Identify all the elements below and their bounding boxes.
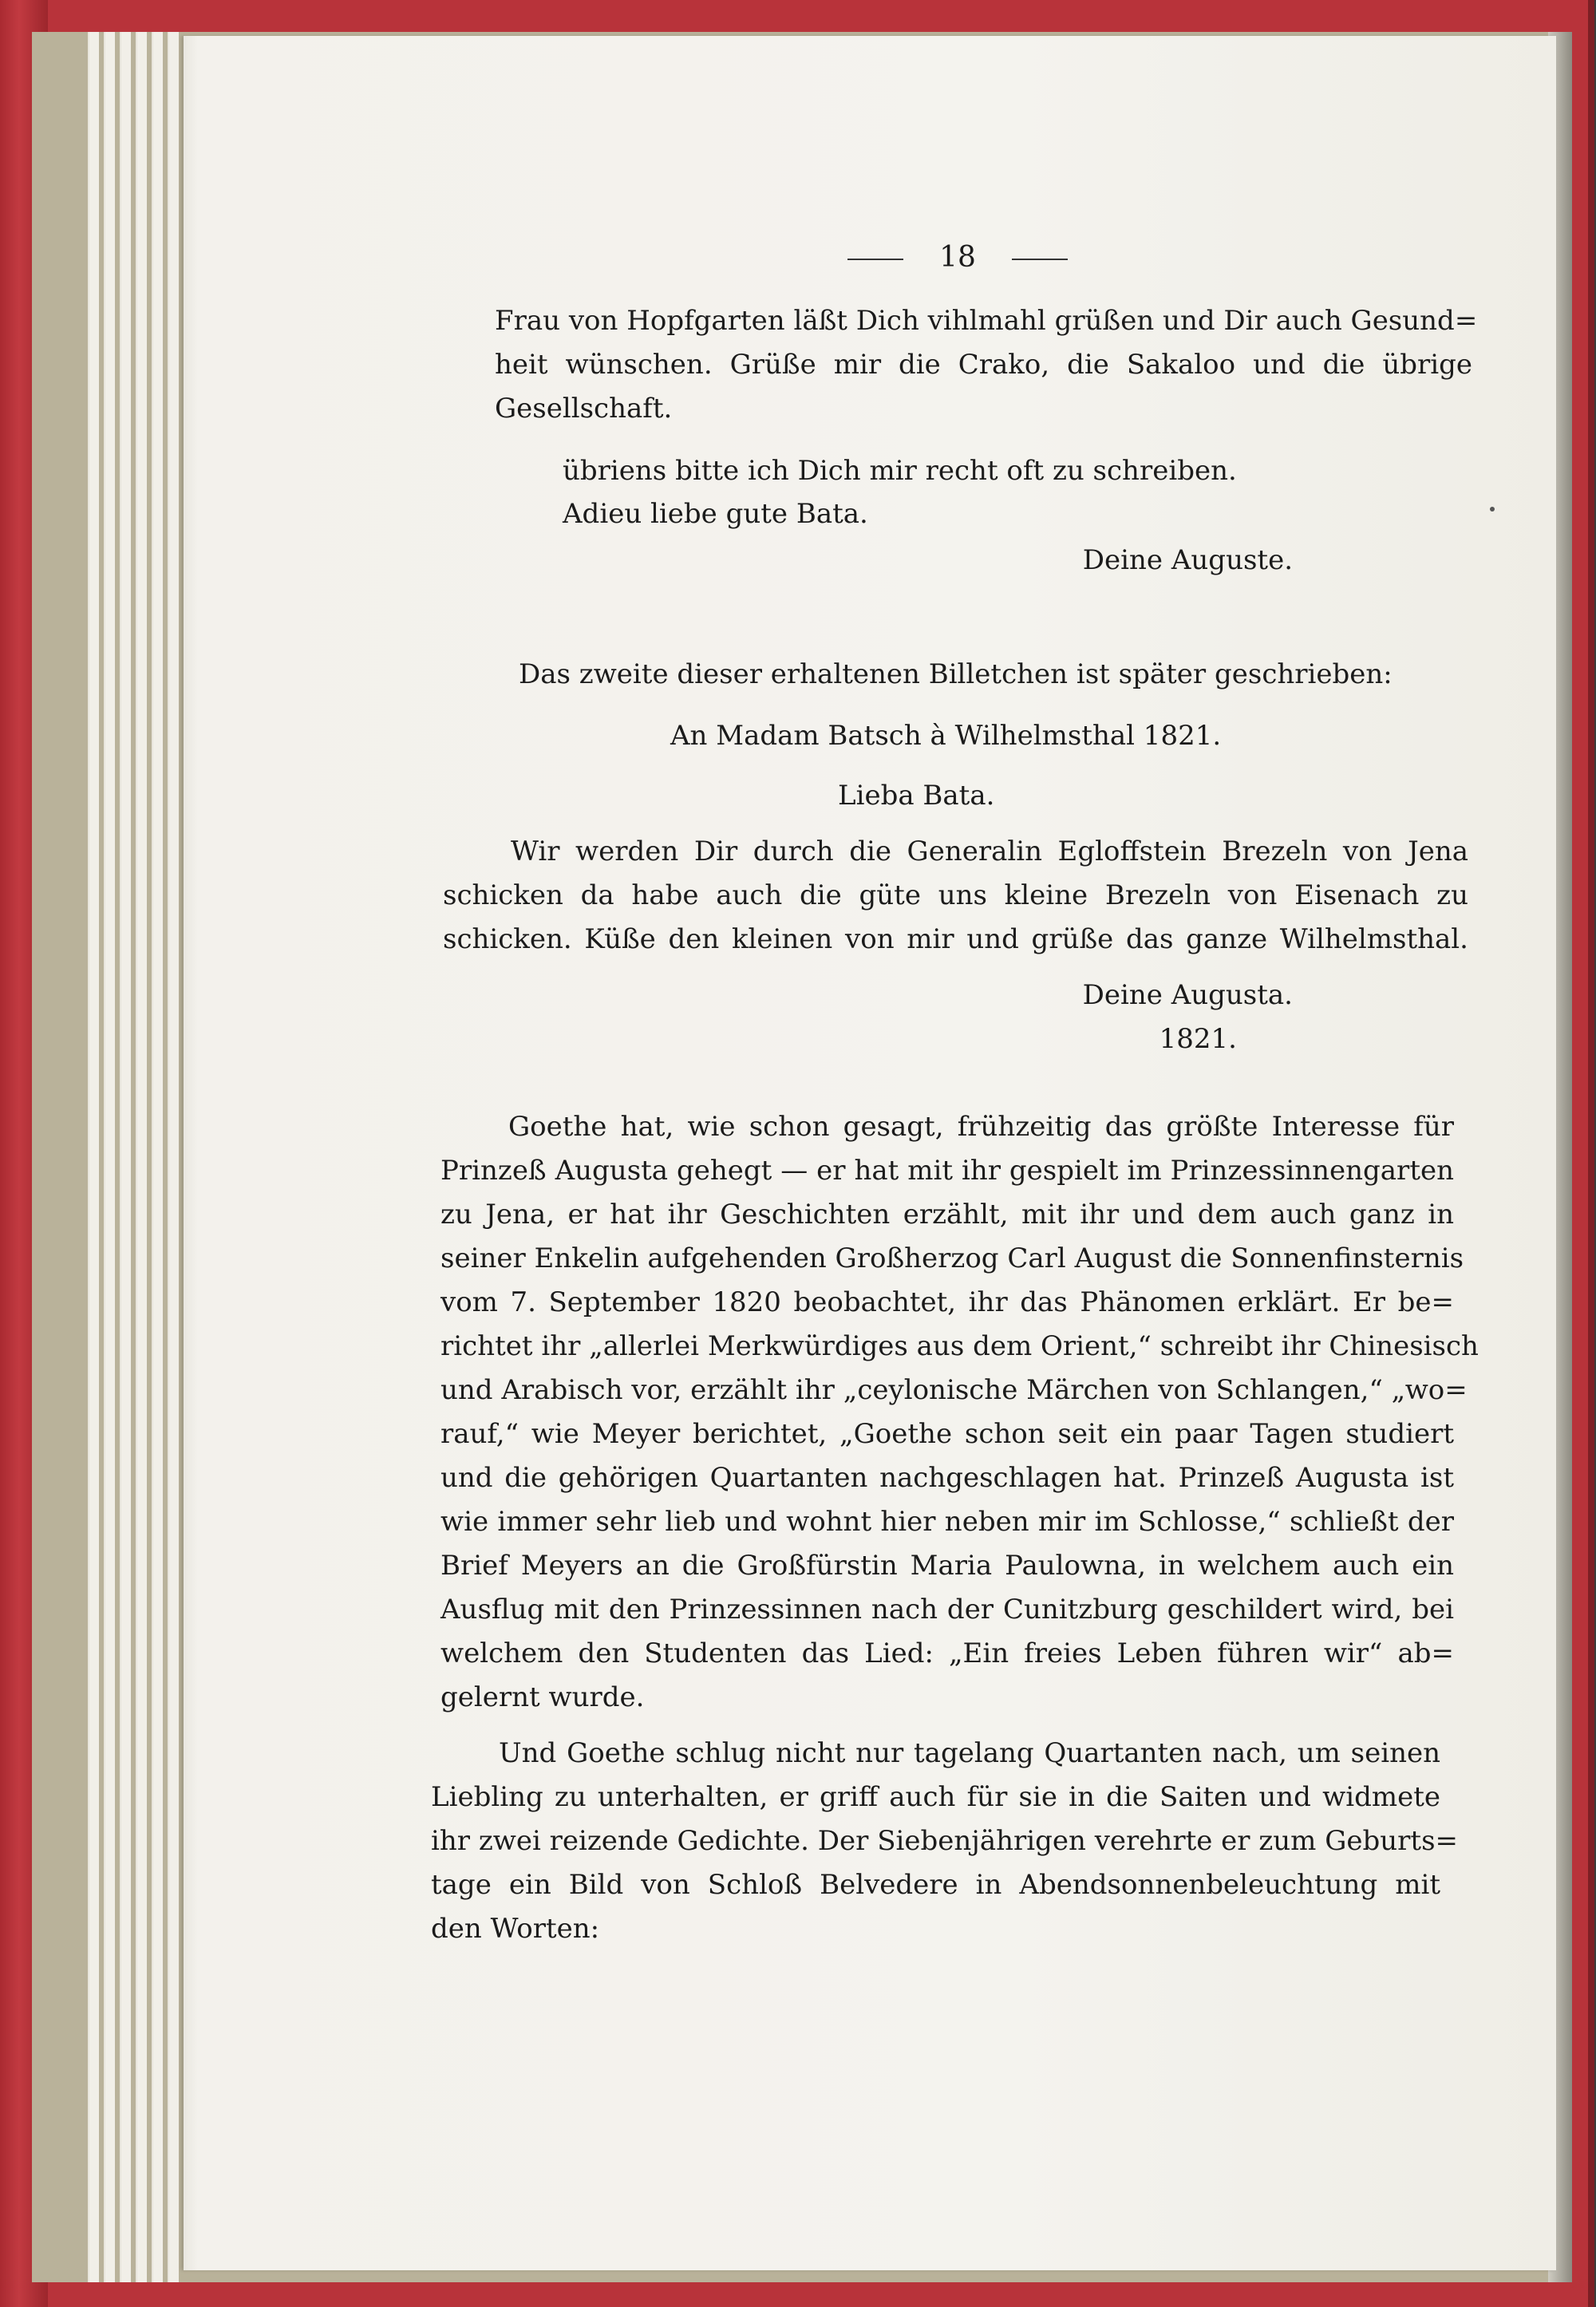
text-line: welchem den Studenten das Lied: „Ein freies Leben führen wir“ ab= (440, 1637, 1454, 1669)
text-line: Ausflug mit den Prinzessinnen nach der Cunitzburg geschildert wird, bei (440, 1594, 1454, 1626)
text-line: Goethe hat, wie schon gesagt, frühzeitig das größte Interesse für (508, 1111, 1454, 1143)
text-line: Das zweite dieser erhaltenen Billetchen ist später geschrieben: (519, 658, 1393, 690)
text-line: und die gehörigen Quartanten nachgeschlagen hat. Prinzeß Augusta ist (440, 1462, 1454, 1494)
page-header (670, 235, 1245, 279)
letter1-p3 (563, 492, 1472, 536)
letter2-body (443, 830, 1468, 962)
header-rule-left (847, 259, 903, 260)
header-rule-right (1012, 259, 1068, 260)
text-line: seiner Enkelin aufgehenden Großherzog Carl August die Sonnenfinsternis (440, 1242, 1464, 1274)
text-line: Wir werden Dir durch die Generalin Egloffstein Brezeln von Jena (511, 835, 1468, 867)
date: 1821. (1159, 1023, 1237, 1055)
text-line: ihr zwei reizende Gedichte. Der Siebenjährigen verehrte er zum Geburts= (431, 1825, 1459, 1857)
letter1-body (495, 299, 1478, 431)
body-paragraph-2 (431, 1732, 1459, 1951)
text-line: und Arabisch vor, erzählt ihr „ceylonische Märchen von Schlangen,“ „wo= (440, 1374, 1468, 1406)
text-line: rauf,“ wie Meyer berichtet, „Goethe schon seit ein paar Tagen studiert (440, 1418, 1454, 1450)
letter2-address (670, 714, 1309, 758)
signature: Deine Auguste. (1082, 544, 1293, 576)
letter2-date (958, 1017, 1237, 1061)
text-line: heit wünschen. Grüße mir die Crako, die Sakaloo und die übrige (495, 349, 1472, 381)
intro-paragraph (519, 653, 1476, 697)
text-line: gelernt wurde. (440, 1681, 645, 1713)
letter2-signature (958, 974, 1293, 1017)
signature: Deine Augusta. (1082, 979, 1293, 1011)
text-line: Brief Meyers an die Großfürstin Maria Paulowna, in welchem auch ein (440, 1550, 1454, 1582)
page-number: 18 (939, 241, 976, 274)
text-line: tage ein Bild von Schloß Belvedere in Abendsonnenbeleuchtung mit (431, 1869, 1440, 1901)
text-line: Adieu liebe gute Bata. (563, 498, 868, 530)
text-line: Und Goethe schlug nicht nur tagelang Quartanten nach, um seinen (499, 1737, 1440, 1769)
letter1-signature (958, 539, 1293, 583)
text-line: Prinzeß Augusta gehegt — er hat mit ihr gespielt im Prinzessinnengarten (440, 1155, 1454, 1187)
text-line: schicken. Küße den kleinen von mir und grüße das ganze Wilhelmsthal. (443, 923, 1468, 955)
text-line: Gesellschaft. (495, 393, 673, 425)
text-line: zu Jena, er hat ihr Geschichten erzählt, mit ihr und dem auch ganz in (440, 1199, 1454, 1231)
text-line: vom 7. September 1820 beobachtet, ihr das Phänomen erklärt. Er be= (440, 1286, 1454, 1318)
text-line: richtet ihr „allerlei Merkwürdiges aus dem Orient,“ schreibt ihr Chinesisch (440, 1330, 1479, 1362)
text-line: den Worten: (431, 1913, 600, 1945)
letter1-p2 (563, 449, 1472, 493)
text-line: schicken da habe auch die güte uns kleine Brezeln von Eisenach zu (443, 879, 1468, 911)
text-line: Lieba Bata. (838, 780, 995, 812)
text-line: An Madam Batsch à Wilhelmsthal 1821. (670, 720, 1222, 752)
text-line: wie immer sehr lieb und wohnt hier neben mir im Schlosse,“ schließt der (440, 1506, 1454, 1538)
text-line: Frau von Hopfgarten läßt Dich vihlmahl grüßen und Dir auch Gesund= (495, 305, 1478, 337)
text-line: Liebling zu unterhalten, er griff auch für sie in die Saiten und widmete (431, 1781, 1440, 1813)
text-line: übriens bitte ich Dich mir recht oft zu schreiben. (563, 455, 1237, 487)
letter2-salutation (838, 774, 1237, 818)
body-paragraph-1 (440, 1105, 1479, 1720)
